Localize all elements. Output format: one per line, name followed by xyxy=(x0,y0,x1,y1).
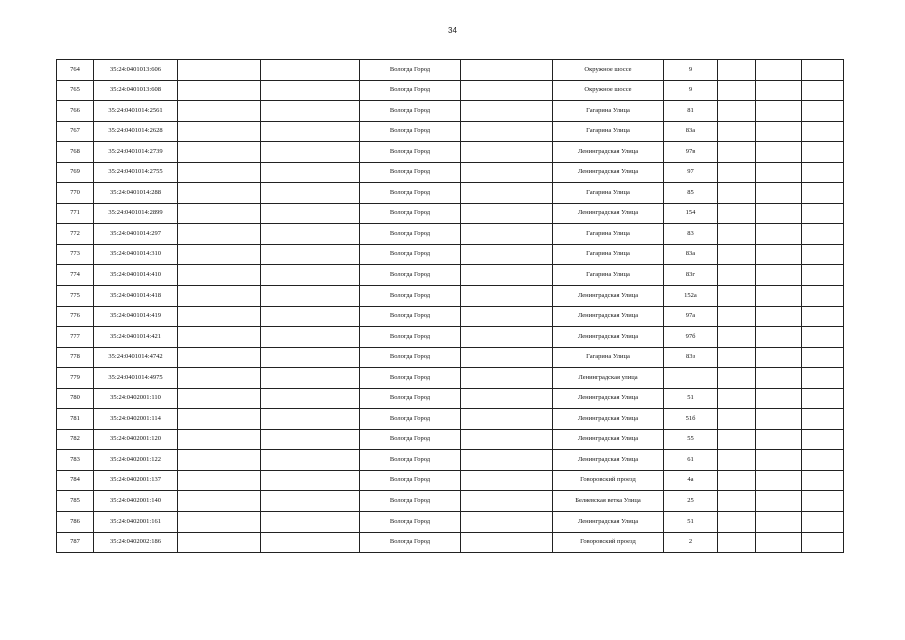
house-number-cell: 97 xyxy=(664,162,718,183)
page-number: 34 xyxy=(448,26,457,35)
street-cell: Ленинградская Улица xyxy=(553,388,664,409)
row-number-cell: 781 xyxy=(57,409,94,430)
city-cell: Вологда Город xyxy=(360,265,461,286)
blank-cell-d xyxy=(718,101,756,122)
table-row xyxy=(57,306,844,327)
blank-cell-e xyxy=(756,244,802,265)
street-cell: Ленинградская Улица xyxy=(553,162,664,183)
blank-cell-d xyxy=(718,203,756,224)
city-cell: Вологда Город xyxy=(360,162,461,183)
blank-cell-f xyxy=(802,101,844,122)
table-row xyxy=(57,244,844,265)
city-cell: Вологда Город xyxy=(360,306,461,327)
blank-cell-f xyxy=(802,286,844,307)
cadastral-number-cell: 35:24:0402001:114 xyxy=(94,409,178,430)
blank-cell-c xyxy=(461,265,553,286)
cadastral-number-cell: 35:24:0402002:186 xyxy=(94,532,178,553)
street-cell: Говоровский проезд xyxy=(553,532,664,553)
blank-cell-e xyxy=(756,347,802,368)
house-number-cell: 9 xyxy=(664,60,718,81)
blank-cell-c xyxy=(461,142,553,163)
blank-cell-d xyxy=(718,60,756,81)
blank-cell-a xyxy=(178,512,261,533)
blank-cell-e xyxy=(756,80,802,101)
blank-cell-a xyxy=(178,265,261,286)
house-number-cell: 83 xyxy=(664,224,718,245)
blank-cell-c xyxy=(461,368,553,389)
cadastral-number-cell: 35:24:0401014:288 xyxy=(94,183,178,204)
blank-cell-a xyxy=(178,101,261,122)
house-number-cell: 83а xyxy=(664,244,718,265)
row-number-cell: 765 xyxy=(57,80,94,101)
street-cell: Гагарина Улица xyxy=(553,121,664,142)
blank-cell-e xyxy=(756,265,802,286)
blank-cell-a xyxy=(178,450,261,471)
row-number-cell: 777 xyxy=(57,327,94,348)
city-cell: Вологда Город xyxy=(360,409,461,430)
table-row xyxy=(57,470,844,491)
blank-cell-b xyxy=(261,286,360,307)
blank-cell-a xyxy=(178,532,261,553)
house-number-cell: 85 xyxy=(664,183,718,204)
cadastral-number-cell: 35:24:0402001:120 xyxy=(94,429,178,450)
blank-cell-b xyxy=(261,327,360,348)
house-number-cell: 154 xyxy=(664,203,718,224)
city-cell: Вологда Город xyxy=(360,101,461,122)
cadastral-number-cell: 35:24:0401013:608 xyxy=(94,80,178,101)
blank-cell-b xyxy=(261,306,360,327)
blank-cell-a xyxy=(178,121,261,142)
blank-cell-e xyxy=(756,224,802,245)
row-number-cell: 786 xyxy=(57,512,94,533)
blank-cell-b xyxy=(261,368,360,389)
blank-cell-d xyxy=(718,142,756,163)
blank-cell-a xyxy=(178,142,261,163)
city-cell: Вологда Город xyxy=(360,80,461,101)
blank-cell-e xyxy=(756,512,802,533)
blank-cell-b xyxy=(261,512,360,533)
blank-cell-c xyxy=(461,450,553,471)
city-cell: Вологда Город xyxy=(360,183,461,204)
blank-cell-a xyxy=(178,347,261,368)
blank-cell-b xyxy=(261,183,360,204)
street-cell: Ленинградская улица xyxy=(553,368,664,389)
table-row xyxy=(57,450,844,471)
blank-cell-c xyxy=(461,491,553,512)
blank-cell-e xyxy=(756,60,802,81)
blank-cell-d xyxy=(718,450,756,471)
blank-cell-f xyxy=(802,409,844,430)
row-number-cell: 782 xyxy=(57,429,94,450)
house-number-cell: 83г xyxy=(664,265,718,286)
blank-cell-a xyxy=(178,470,261,491)
blank-cell-c xyxy=(461,532,553,553)
street-cell: Гагарина Улица xyxy=(553,265,664,286)
blank-cell-b xyxy=(261,388,360,409)
blank-cell-d xyxy=(718,368,756,389)
street-cell: Гагарина Улица xyxy=(553,347,664,368)
blank-cell-f xyxy=(802,265,844,286)
blank-cell-b xyxy=(261,101,360,122)
street-cell: Ленинградская Улица xyxy=(553,203,664,224)
row-number-cell: 775 xyxy=(57,286,94,307)
street-cell: Гагарина Улица xyxy=(553,101,664,122)
row-number-cell: 785 xyxy=(57,491,94,512)
row-number-cell: 787 xyxy=(57,532,94,553)
city-cell: Вологда Город xyxy=(360,327,461,348)
blank-cell-e xyxy=(756,491,802,512)
cadastral-number-cell: 35:24:0401014:2755 xyxy=(94,162,178,183)
blank-cell-b xyxy=(261,80,360,101)
row-number-cell: 771 xyxy=(57,203,94,224)
blank-cell-a xyxy=(178,388,261,409)
blank-cell-a xyxy=(178,306,261,327)
table-row xyxy=(57,142,844,163)
blank-cell-f xyxy=(802,368,844,389)
blank-cell-c xyxy=(461,162,553,183)
blank-cell-a xyxy=(178,409,261,430)
house-number-cell: 97в xyxy=(664,142,718,163)
blank-cell-c xyxy=(461,388,553,409)
street-cell: Гагарина Улица xyxy=(553,244,664,265)
cadastral-number-cell: 35:24:0402001:137 xyxy=(94,470,178,491)
table-body xyxy=(57,60,844,553)
blank-cell-d xyxy=(718,470,756,491)
street-cell: Ленинградская Улица xyxy=(553,450,664,471)
blank-cell-d xyxy=(718,429,756,450)
street-cell: Гагарина Улица xyxy=(553,183,664,204)
city-cell: Вологда Город xyxy=(360,121,461,142)
property-registry-table xyxy=(56,59,844,553)
blank-cell-e xyxy=(756,183,802,204)
house-number-cell: 81 xyxy=(664,101,718,122)
house-number-cell: 83а xyxy=(664,121,718,142)
house-number-cell: 51 xyxy=(664,388,718,409)
house-number-cell: 152а xyxy=(664,286,718,307)
blank-cell-c xyxy=(461,244,553,265)
blank-cell-a xyxy=(178,244,261,265)
blank-cell-e xyxy=(756,450,802,471)
blank-cell-c xyxy=(461,80,553,101)
table-row xyxy=(57,327,844,348)
blank-cell-f xyxy=(802,532,844,553)
blank-cell-e xyxy=(756,409,802,430)
blank-cell-f xyxy=(802,183,844,204)
blank-cell-e xyxy=(756,306,802,327)
street-cell: Беляевская ветка Улица xyxy=(553,491,664,512)
cadastral-number-cell: 35:24:0401014:2628 xyxy=(94,121,178,142)
city-cell: Вологда Город xyxy=(360,388,461,409)
cadastral-number-cell: 35:24:0401014:410 xyxy=(94,265,178,286)
table-row xyxy=(57,183,844,204)
street-cell: Окружное шоссе xyxy=(553,80,664,101)
blank-cell-a xyxy=(178,286,261,307)
blank-cell-a xyxy=(178,491,261,512)
blank-cell-f xyxy=(802,224,844,245)
blank-cell-a xyxy=(178,60,261,81)
street-cell: Гагарина Улица xyxy=(553,224,664,245)
row-number-cell: 774 xyxy=(57,265,94,286)
blank-cell-e xyxy=(756,142,802,163)
house-number-cell: 4а xyxy=(664,470,718,491)
cadastral-number-cell: 35:24:0401014:310 xyxy=(94,244,178,265)
blank-cell-f xyxy=(802,306,844,327)
blank-cell-f xyxy=(802,80,844,101)
cadastral-number-cell: 35:24:0401013:606 xyxy=(94,60,178,81)
blank-cell-d xyxy=(718,532,756,553)
street-cell: Окружное шоссе xyxy=(553,60,664,81)
blank-cell-a xyxy=(178,203,261,224)
blank-cell-c xyxy=(461,470,553,491)
blank-cell-f xyxy=(802,429,844,450)
table-row xyxy=(57,265,844,286)
city-cell: Вологда Город xyxy=(360,512,461,533)
blank-cell-f xyxy=(802,142,844,163)
row-number-cell: 770 xyxy=(57,183,94,204)
blank-cell-b xyxy=(261,142,360,163)
blank-cell-f xyxy=(802,388,844,409)
house-number-cell: 51 xyxy=(664,512,718,533)
row-number-cell: 767 xyxy=(57,121,94,142)
blank-cell-f xyxy=(802,121,844,142)
row-number-cell: 784 xyxy=(57,470,94,491)
table-row xyxy=(57,512,844,533)
row-number-cell: 778 xyxy=(57,347,94,368)
blank-cell-c xyxy=(461,101,553,122)
blank-cell-f xyxy=(802,470,844,491)
table-row xyxy=(57,491,844,512)
cadastral-number-cell: 35:24:0401014:297 xyxy=(94,224,178,245)
blank-cell-a xyxy=(178,162,261,183)
blank-cell-f xyxy=(802,162,844,183)
blank-cell-d xyxy=(718,491,756,512)
table-row xyxy=(57,60,844,81)
house-number-cell: 97б xyxy=(664,327,718,348)
blank-cell-b xyxy=(261,429,360,450)
blank-cell-b xyxy=(261,244,360,265)
row-number-cell: 779 xyxy=(57,368,94,389)
blank-cell-b xyxy=(261,347,360,368)
street-cell: Говоровский проезд xyxy=(553,470,664,491)
blank-cell-a xyxy=(178,80,261,101)
table-row xyxy=(57,162,844,183)
house-number-cell: 51б xyxy=(664,409,718,430)
row-number-cell: 772 xyxy=(57,224,94,245)
cadastral-number-cell: 35:24:0402001:140 xyxy=(94,491,178,512)
blank-cell-f xyxy=(802,244,844,265)
city-cell: Вологда Город xyxy=(360,491,461,512)
blank-cell-a xyxy=(178,368,261,389)
blank-cell-e xyxy=(756,162,802,183)
blank-cell-f xyxy=(802,327,844,348)
row-number-cell: 768 xyxy=(57,142,94,163)
cadastral-number-cell: 35:24:0401014:2561 xyxy=(94,101,178,122)
blank-cell-c xyxy=(461,286,553,307)
cadastral-number-cell: 35:24:0401014:4975 xyxy=(94,368,178,389)
city-cell: Вологда Город xyxy=(360,429,461,450)
blank-cell-e xyxy=(756,368,802,389)
house-number-cell: 61 xyxy=(664,450,718,471)
street-cell: Ленинградская Улица xyxy=(553,306,664,327)
blank-cell-d xyxy=(718,162,756,183)
blank-cell-a xyxy=(178,327,261,348)
blank-cell-b xyxy=(261,224,360,245)
blank-cell-c xyxy=(461,512,553,533)
street-cell: Ленинградская Улица xyxy=(553,286,664,307)
blank-cell-c xyxy=(461,429,553,450)
blank-cell-c xyxy=(461,347,553,368)
table-row xyxy=(57,429,844,450)
blank-cell-e xyxy=(756,286,802,307)
house-number-cell xyxy=(664,368,718,389)
blank-cell-d xyxy=(718,80,756,101)
city-cell: Вологда Город xyxy=(360,286,461,307)
city-cell: Вологда Город xyxy=(360,368,461,389)
house-number-cell: 2 xyxy=(664,532,718,553)
blank-cell-d xyxy=(718,347,756,368)
house-number-cell: 97а xyxy=(664,306,718,327)
row-number-cell: 766 xyxy=(57,101,94,122)
blank-cell-c xyxy=(461,121,553,142)
blank-cell-f xyxy=(802,203,844,224)
blank-cell-b xyxy=(261,265,360,286)
table-row xyxy=(57,368,844,389)
blank-cell-e xyxy=(756,327,802,348)
cadastral-number-cell: 35:24:0402001:110 xyxy=(94,388,178,409)
street-cell: Ленинградская Улица xyxy=(553,409,664,430)
city-cell: Вологда Город xyxy=(360,142,461,163)
blank-cell-f xyxy=(802,512,844,533)
blank-cell-f xyxy=(802,347,844,368)
blank-cell-c xyxy=(461,183,553,204)
blank-cell-e xyxy=(756,532,802,553)
blank-cell-d xyxy=(718,121,756,142)
city-cell: Вологда Город xyxy=(360,60,461,81)
street-cell: Ленинградская Улица xyxy=(553,512,664,533)
blank-cell-d xyxy=(718,512,756,533)
table-row xyxy=(57,286,844,307)
blank-cell-d xyxy=(718,224,756,245)
blank-cell-c xyxy=(461,327,553,348)
blank-cell-c xyxy=(461,306,553,327)
table-row xyxy=(57,80,844,101)
cadastral-number-cell: 35:24:0401014:2739 xyxy=(94,142,178,163)
street-cell: Ленинградская Улица xyxy=(553,142,664,163)
blank-cell-d xyxy=(718,388,756,409)
blank-cell-c xyxy=(461,409,553,430)
blank-cell-c xyxy=(461,60,553,81)
blank-cell-d xyxy=(718,265,756,286)
blank-cell-b xyxy=(261,60,360,81)
city-cell: Вологда Город xyxy=(360,224,461,245)
city-cell: Вологда Город xyxy=(360,470,461,491)
city-cell: Вологда Город xyxy=(360,203,461,224)
blank-cell-b xyxy=(261,450,360,471)
row-number-cell: 773 xyxy=(57,244,94,265)
table-row xyxy=(57,224,844,245)
table-row xyxy=(57,121,844,142)
row-number-cell: 776 xyxy=(57,306,94,327)
blank-cell-c xyxy=(461,224,553,245)
blank-cell-b xyxy=(261,491,360,512)
table-row xyxy=(57,101,844,122)
blank-cell-b xyxy=(261,470,360,491)
blank-cell-f xyxy=(802,60,844,81)
blank-cell-e xyxy=(756,121,802,142)
table-row xyxy=(57,347,844,368)
street-cell: Ленинградская Улица xyxy=(553,327,664,348)
cadastral-number-cell: 35:24:0402001:122 xyxy=(94,450,178,471)
blank-cell-a xyxy=(178,183,261,204)
blank-cell-b xyxy=(261,409,360,430)
row-number-cell: 764 xyxy=(57,60,94,81)
city-cell: Вологда Город xyxy=(360,244,461,265)
blank-cell-a xyxy=(178,429,261,450)
blank-cell-d xyxy=(718,183,756,204)
city-cell: Вологда Город xyxy=(360,532,461,553)
cadastral-number-cell: 35:24:0401014:419 xyxy=(94,306,178,327)
blank-cell-f xyxy=(802,450,844,471)
row-number-cell: 780 xyxy=(57,388,94,409)
house-number-cell: 9 xyxy=(664,80,718,101)
cadastral-number-cell: 35:24:0401014:418 xyxy=(94,286,178,307)
blank-cell-d xyxy=(718,327,756,348)
blank-cell-b xyxy=(261,162,360,183)
house-number-cell: 25 xyxy=(664,491,718,512)
blank-cell-b xyxy=(261,203,360,224)
blank-cell-b xyxy=(261,121,360,142)
blank-cell-b xyxy=(261,532,360,553)
cadastral-number-cell: 35:24:0401014:4742 xyxy=(94,347,178,368)
street-cell: Ленинградская Улица xyxy=(553,429,664,450)
blank-cell-d xyxy=(718,306,756,327)
blank-cell-d xyxy=(718,286,756,307)
blank-cell-e xyxy=(756,470,802,491)
blank-cell-d xyxy=(718,244,756,265)
city-cell: Вологда Город xyxy=(360,347,461,368)
table-row xyxy=(57,203,844,224)
blank-cell-e xyxy=(756,429,802,450)
table-row xyxy=(57,532,844,553)
cadastral-number-cell: 35:24:0401014:2899 xyxy=(94,203,178,224)
cadastral-number-cell: 35:24:0402001:161 xyxy=(94,512,178,533)
blank-cell-e xyxy=(756,203,802,224)
row-number-cell: 783 xyxy=(57,450,94,471)
table-row xyxy=(57,388,844,409)
blank-cell-f xyxy=(802,491,844,512)
city-cell: Вологда Город xyxy=(360,450,461,471)
table-row xyxy=(57,409,844,430)
blank-cell-e xyxy=(756,388,802,409)
cadastral-number-cell: 35:24:0401014:421 xyxy=(94,327,178,348)
row-number-cell: 769 xyxy=(57,162,94,183)
blank-cell-c xyxy=(461,203,553,224)
blank-cell-d xyxy=(718,409,756,430)
blank-cell-e xyxy=(756,101,802,122)
house-number-cell: 83з xyxy=(664,347,718,368)
house-number-cell: 55 xyxy=(664,429,718,450)
blank-cell-a xyxy=(178,224,261,245)
